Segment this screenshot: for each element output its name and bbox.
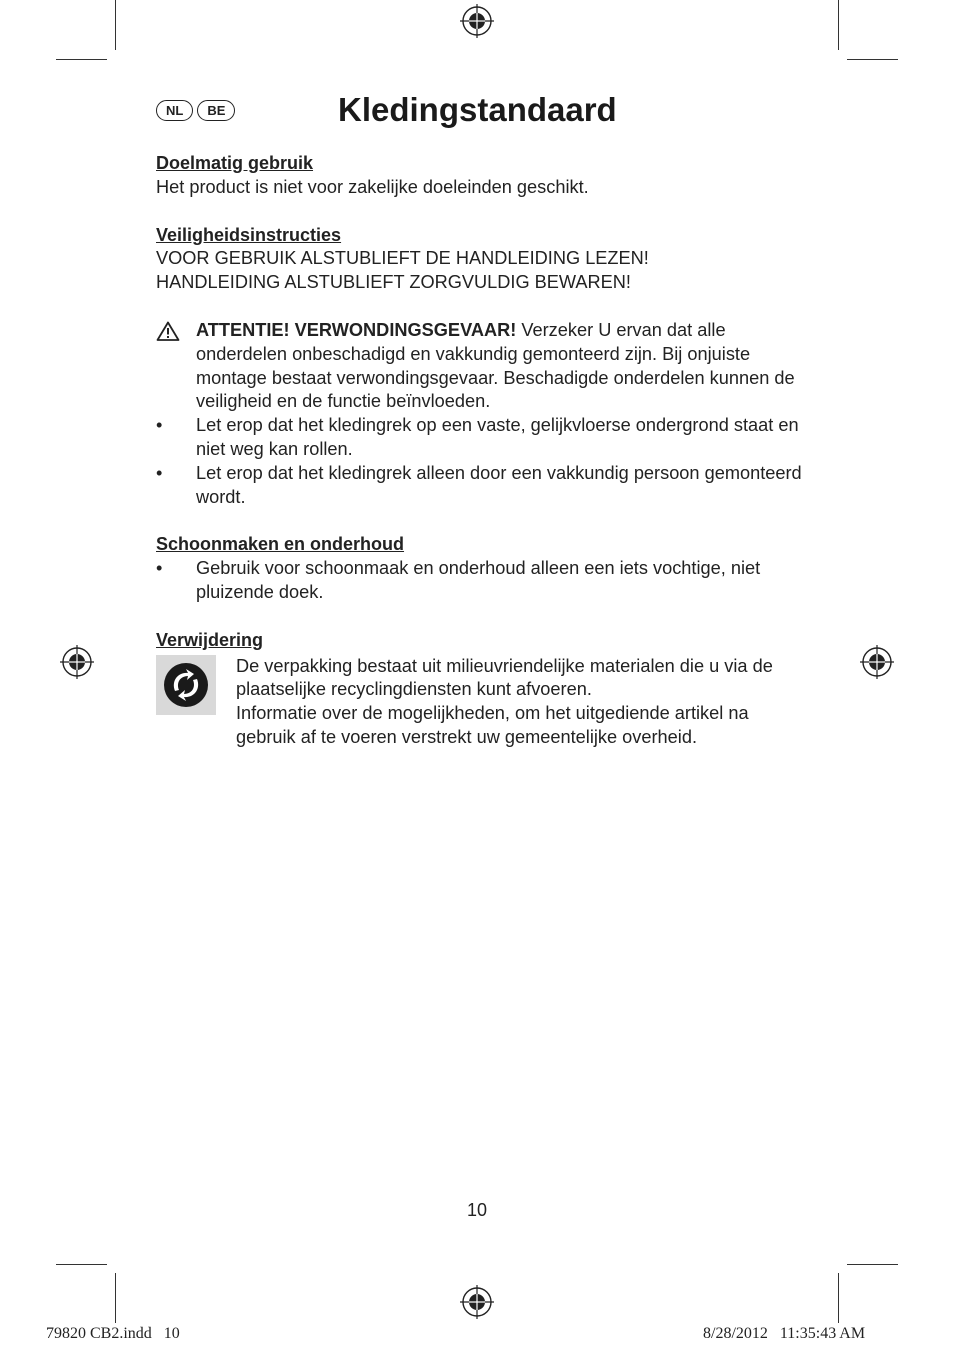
slug-timestamp: 8/28/2012 11:35:43 AM — [703, 1325, 866, 1342]
crop-mark — [115, 1273, 116, 1323]
document-content — [156, 152, 806, 750]
slug-file: 79820 CB2.indd 10 — [46, 1325, 180, 1342]
cleaning-bullet-1: Gebruik voor schoonmaak en onderhoud alleen een iets vochtige, niet pluizende doek. — [196, 558, 761, 602]
page-title: Kledingstandaard — [338, 91, 617, 128]
registration-mark-icon — [60, 645, 94, 679]
section-heading-safety: Veiligheidsinstructies — [156, 224, 342, 245]
warning-triangle-icon — [156, 321, 180, 341]
safety-bullet-2: Let erop dat het kledingrek alleen door een vakkundig persoon gemonteerd wordt. — [196, 462, 802, 507]
warning-text: Verzeker U ervan dat alle onderdelen onbeschadigd en vakkundig gemonteerd zijn. Bij onjuiste montage bestaat verwondingsgevaar. Beschadigde onderdelen kunnen de veiligheid en de functie beïnvloeden. — [196, 319, 795, 412]
warning-item — [156, 319, 806, 414]
list-item: • Gebruik voor schoonmaak en onderhoud alleen een iets vochtige, niet pluizende doek. — [156, 557, 806, 605]
crop-mark — [56, 59, 107, 60]
language-badge-be: BE — [197, 100, 235, 121]
disposal-text-1: De verpakking bestaat uit milieuvriendelijke materialen die u via de plaatselijke recyclingdiensten kunt afvoeren. — [236, 655, 773, 700]
crop-mark — [838, 0, 839, 50]
registration-mark-icon — [460, 4, 494, 38]
page-number: 10 — [466, 1200, 488, 1220]
section-heading-disposal: Verwijdering — [156, 629, 264, 650]
list-item: • Let erop dat het kledingrek alleen door een vakkundig persoon gemonteerd wordt. — [156, 462, 806, 510]
safety-bullet-1: Let erop dat het kledingrek op een vaste, gelijkvloerse ondergrond staat en niet weg kan rollen. — [196, 415, 799, 459]
language-badge-nl: NL — [156, 100, 193, 121]
disposal-block — [156, 655, 806, 750]
registration-mark-icon — [860, 645, 894, 679]
registration-mark-icon — [460, 1285, 494, 1319]
language-badges — [156, 100, 235, 121]
disposal-text-2: Informatie over de mogelijkheden, om het uitgediende artikel na gebruik af te voeren verstrekt uw gemeentelijke overheid. — [236, 703, 749, 747]
section-heading-intended-use: Doelmatig gebruik — [156, 153, 314, 173]
green-dot-recycling-icon — [156, 655, 216, 715]
section-heading-cleaning: Schoonmaken en onderhoud — [156, 534, 405, 555]
safety-line-1: VOOR GEBRUIK ALSTUBLIEFT DE HANDLEIDING LEZEN! — [156, 248, 649, 269]
list-item: • Let erop dat het kledingrek op een vaste, gelijkvloerse ondergrond staat en niet weg kan rollen. — [156, 414, 806, 462]
crop-mark — [838, 1273, 839, 1323]
crop-mark — [56, 1264, 107, 1265]
intended-use-text: Het product is niet voor zakelijke doeleinden geschikt. — [156, 176, 589, 197]
crop-mark — [115, 0, 116, 50]
safety-line-2: HANDLEIDING ALSTUBLIEFT ZORGVULDIG BEWAREN! — [156, 272, 631, 293]
crop-mark — [847, 59, 898, 60]
crop-mark — [847, 1264, 898, 1265]
warning-title: ATTENTIE! VERWONDINGSGEVAAR! — [196, 319, 517, 340]
